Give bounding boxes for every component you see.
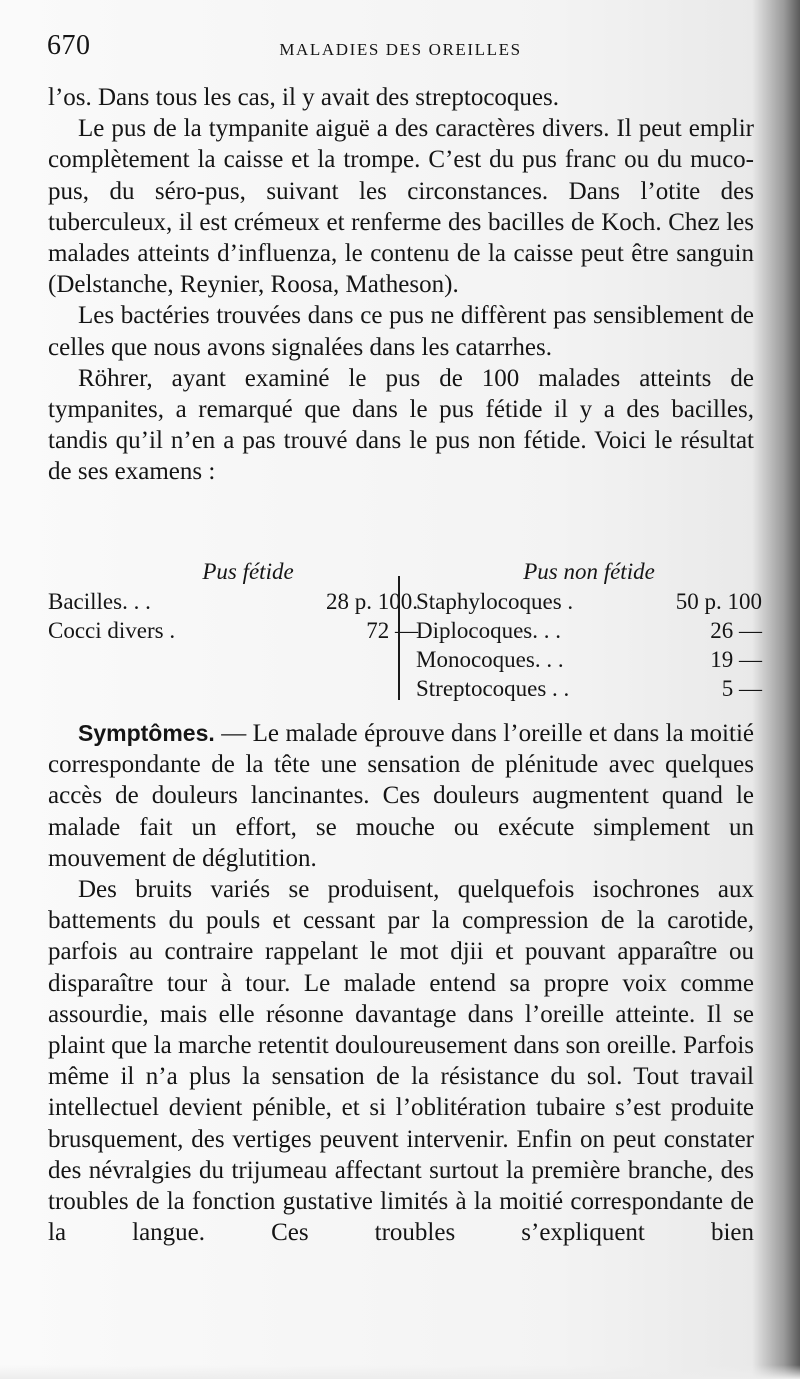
row-value: 72 — — [366, 618, 418, 643]
page-edge-shade — [0, 1365, 800, 1379]
table-row — [416, 674, 762, 703]
paragraph: l’os. Dans tous les cas, il y avait des streptocoques. — [48, 84, 560, 111]
paragraph: Des bruits variés se produisent, quelquefois isochrones aux battements du pouls et cessant par la compression de la carotide, parfois au contraire rappelant le mot djii et pouvant apparaître ou disparaître tour à tour. Le malade entend sa propre voix comme assourdie, mais elle résonne davantage dans l’oreille atteinte. Il se plaint que la marche retentit douloureusement dans son oreille. Parfois même il n’a plus la sensation de la résistance du sol. Tout travail intellectuel devient pénible, et si l’oblitération tubaire s’est produite brusquement, des vertiges peuvent intervenir. Enfin on peut constater des névralgies du trijumeau affectant surtout la première branche, des troubles de la fonction gustative limités à la moitié correspondante de la langue. Ces troubles s’expliquent bien — [48, 876, 754, 1247]
row-label: Staphylocoques . — [416, 589, 574, 614]
column-divider — [398, 576, 400, 700]
bacteria-table — [48, 556, 760, 706]
row-value: 28 p. 100. — [326, 589, 418, 614]
table-column-non-fetid — [416, 556, 762, 703]
row-value: 5 — — [721, 676, 762, 701]
row-label: Diplocoques. . . — [416, 618, 562, 643]
paragraph: Le pus de la tympanite aiguë a des caractères divers. Il peut emplir complètement la caisse et la trompe. C’est du pus franc ou du muco-pus, du séro-pus, suivant les circonstances. Dans l’otite des tuberculeux, il est crémeux et renferme des bacilles de Koch. Chez les malades atteints d’influenza, le contenu de la caisse peut être sanguin (Delstanche, Reynier, Roosa, Matheson). — [48, 115, 754, 299]
table-row — [416, 616, 762, 645]
row-value: 50 p. 100 — [675, 589, 762, 614]
row-value: 26 — — [710, 618, 762, 643]
table-row — [416, 645, 762, 674]
body-text-bottom — [48, 718, 754, 1248]
running-head: MALADIES DES OREILLES — [279, 40, 522, 59]
row-label: Cocci divers . — [48, 618, 176, 643]
column-header: Pus non fétide — [523, 559, 655, 584]
paragraph: Röhrer, ayant examiné le pus de 100 malades atteints de tympanites, a remarqué que dans le pus fétide il y a des bacilles, tandis qu’il n’en a pas trouvé dans le pus non fétide. Voici le résultat de ses examens : — [48, 364, 754, 486]
row-label: Bacilles. . . — [48, 589, 151, 614]
paragraph — [48, 718, 754, 874]
column-header: Pus fétide — [202, 559, 294, 584]
table-column-fetid — [48, 556, 418, 645]
page-number: 670 — [47, 30, 91, 61]
section-heading: Symptômes. — [78, 720, 215, 746]
table-row — [416, 587, 762, 616]
row-label: Monocoques. . . — [416, 647, 564, 672]
page-header — [47, 30, 754, 70]
paragraph: Les bactéries trouvées dans ce pus ne diffèrent pas sensiblement de celles que nous avons signalées dans les catarrhes. — [48, 302, 754, 361]
row-value: 19 — — [710, 647, 762, 672]
body-text-top — [48, 82, 754, 488]
table-row — [48, 587, 418, 616]
row-label: Streptocoques . . — [416, 676, 570, 701]
paragraph-text: — Le malade éprouve dans l’oreille et dans la moitié correspondante de la tête une sensation de plénitude avec quelques accès de douleurs lancinantes. Ces douleurs augmentent quand le malade fait un effort, se mouche ou exécute simplement un mouvement de déglutition. — [48, 720, 754, 872]
table-row — [48, 616, 418, 645]
